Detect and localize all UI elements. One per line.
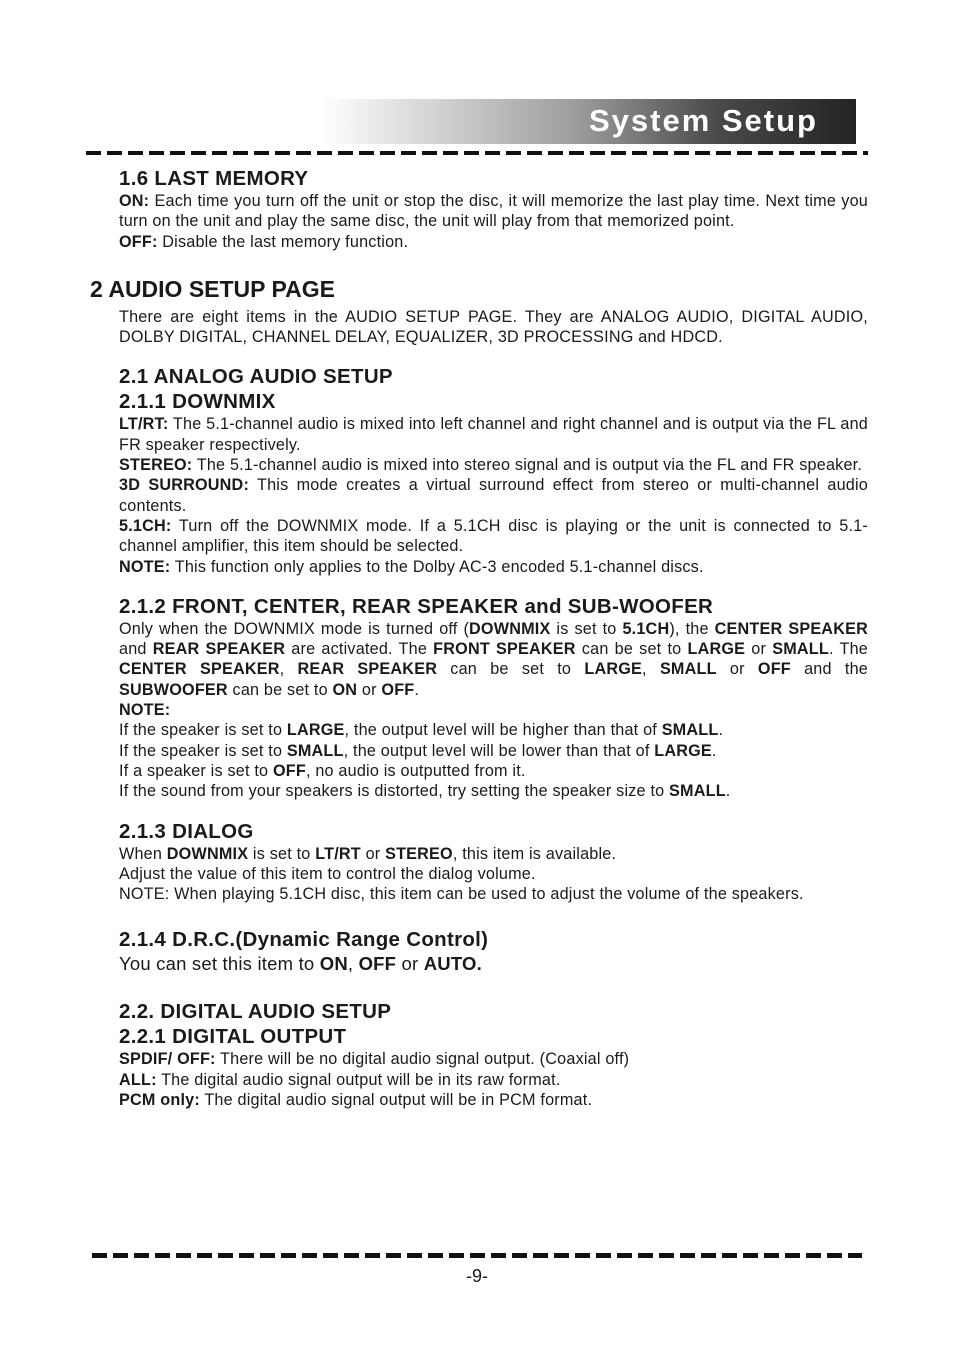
note-label: NOTE: [119, 557, 171, 576]
speakers-note-2: If the speaker is set to SMALL, the output level will be lower than that of LARGE. [119, 741, 717, 760]
stereo-item [119, 455, 868, 475]
on-label: ON: [119, 192, 150, 210]
digital-output-heading: 2.2.1 DIGITAL OUTPUT [119, 1025, 347, 1049]
pcm-item: PCM only: The digital audio signal output will be in PCM format. [119, 1091, 593, 1110]
stereo-text: The 5.1-channel audio is mixed into stereo signal and is output via the FL and FR speaker. [192, 456, 863, 475]
off-text: Disable the last memory function. [157, 232, 409, 251]
header-banner [320, 99, 856, 144]
bottom-divider [92, 1253, 862, 1258]
digital-heading: 2.2. DIGITAL AUDIO SETUP [119, 1000, 392, 1024]
page-content [90, 166, 869, 1110]
page-number: -9- [466, 1266, 488, 1286]
drc-heading: 2.1.4 D.R.C.(Dynamic Range Control) [119, 928, 489, 952]
downmix-note [119, 557, 868, 577]
dialog-line-3: NOTE: When playing 5.1CH disc, this item can be used to adjust the volume of the speakers. [119, 885, 804, 904]
ltrt-item [119, 414, 868, 455]
audio-setup-heading: 2 AUDIO SETUP PAGE [90, 275, 335, 302]
last-memory-heading: 1.6 LAST MEMORY [119, 167, 309, 190]
off-label: OFF: [119, 232, 158, 251]
ltrt-label: LT/RT: [119, 415, 169, 434]
ch51-item [119, 516, 868, 557]
speakers-paragraph: Only when the DOWNMIX mode is turned off (DOWNMIX is set to 5.1CH), the CENTER SPEAKER and REAR SPEAKER are activated. The FRONT SPEAKER can be set to LARGE or SMALL. The CENTER SPEAKER, REAR SPEAKER can be set to LARGE, SMALL or OFF and the SUBWOOFER can be set to ON or OFF. [119, 619, 869, 699]
stereo-label: STEREO: [119, 456, 193, 475]
speakers-heading: 2.1.2 FRONT, CENTER, REAR SPEAKER and SUB-WOOFER [119, 594, 714, 618]
surround-text: This mode creates a virtual surround effect from stereo or multi-channel audio contents. [119, 476, 869, 515]
dialog-line-1: When DOWNMIX is set to LT/RT or STEREO, this item is available. [119, 844, 617, 863]
surround-label: 3D SURROUND: [119, 476, 250, 495]
dialog-line-2: Adjust the value of this item to control the dialog volume. [119, 864, 536, 883]
speakers-note-3: If a speaker is set to OFF, no audio is outputted from it. [119, 761, 526, 780]
last-memory-off [119, 232, 868, 252]
note-text: This function only applies to the Dolby AC-3 encoded 5.1-channel discs. [170, 557, 704, 576]
ch51-label: 5.1CH: [119, 516, 172, 535]
speakers-note-4: If the sound from your speakers is distorted, try setting the speaker size to SMALL. [119, 782, 731, 801]
top-divider [86, 151, 868, 155]
speakers-note-label: NOTE: [119, 701, 171, 720]
analog-heading: 2.1 ANALOG AUDIO SETUP [119, 365, 393, 389]
dialog-heading: 2.1.3 DIALOG [119, 819, 254, 843]
downmix-heading: 2.1.1 DOWNMIX [119, 390, 276, 414]
on-text: Each time you turn off the unit or stop the disc, it will memorize the last play time. Next time you turn on the unit and play the same disc, the unit will play from that memorized point. [119, 192, 868, 231]
last-memory-on [119, 191, 868, 232]
page-title: System Setup [588, 103, 818, 138]
spdif-item: SPDIF/ OFF: There will be no digital audio signal output. (Coaxial off) [119, 1050, 630, 1069]
ch51-text: Turn off the DOWNMIX mode. If a 5.1CH disc is playing or the unit is connected to 5.1-channel amplifier, this item should be selected. [119, 516, 868, 556]
drc-line: You can set this item to ON, OFF or AUTO. [119, 953, 482, 975]
surround-item [119, 475, 868, 516]
audio-setup-intro: There are eight items in the AUDIO SETUP PAGE. They are ANALOG AUDIO, DIGITAL AUDIO, DOLBY DIGITAL, CHANNEL DELAY, EQUALIZER, 3D PROCESSING and HDCD. [119, 307, 868, 347]
speakers-note-1: If the speaker is set to LARGE, the output level will be higher than that of SMALL. [119, 721, 724, 740]
all-item: ALL: The digital audio signal output will be in its raw format. [119, 1070, 561, 1089]
ltrt-text: The 5.1-channel audio is mixed into left channel and right channel and is output via the FL and FR speaker respectively. [119, 415, 868, 454]
